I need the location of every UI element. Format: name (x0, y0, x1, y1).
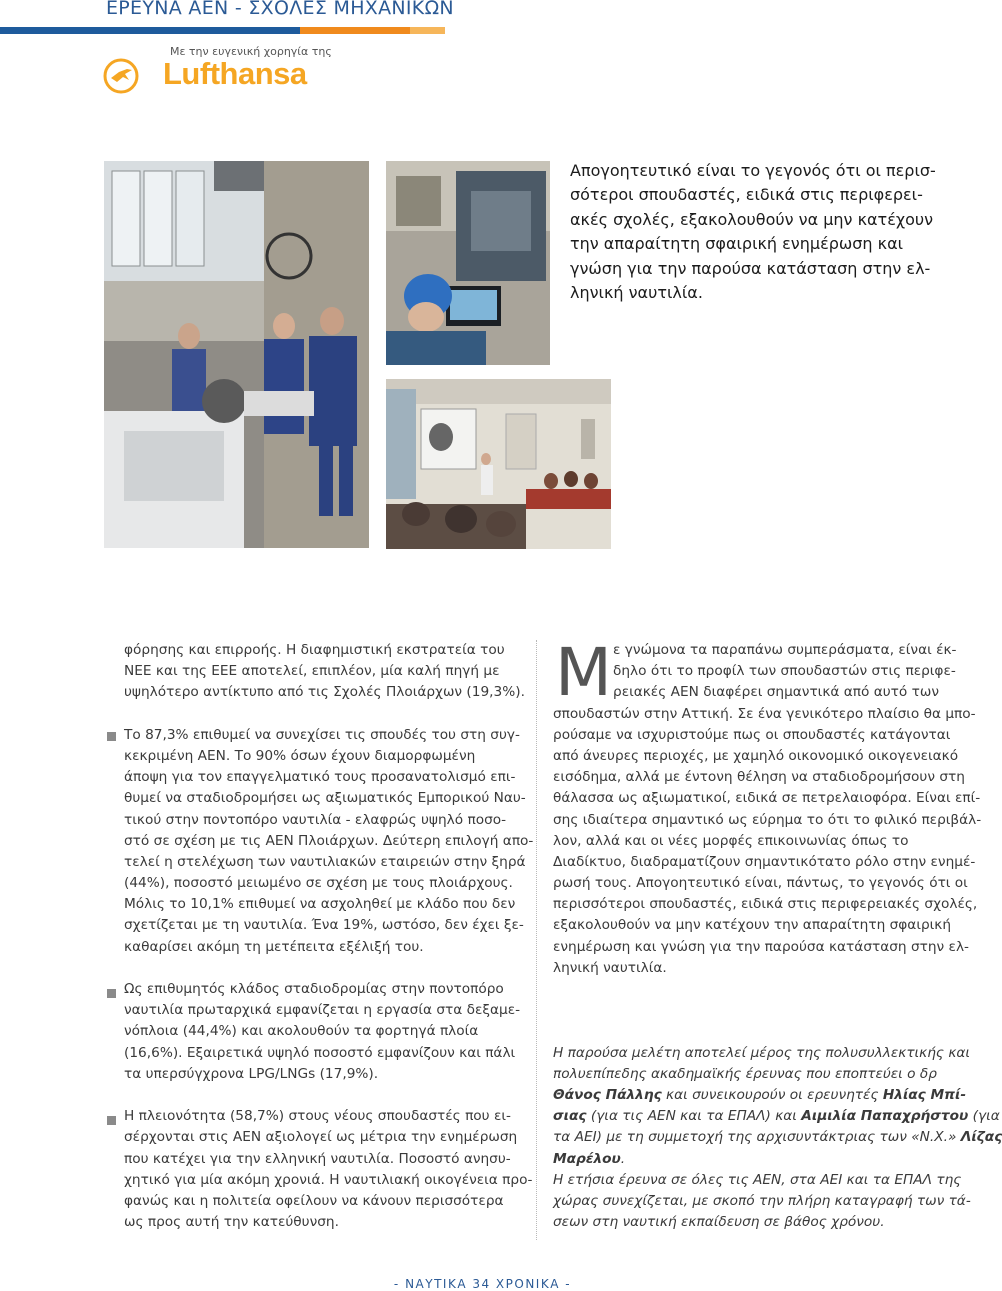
researcher-name: Ηλίας Μπί- (882, 1086, 967, 1103)
body-line: θάλασσα ως αξιωματικοί, ειδικά σε πετρελαιοφόρα. Είναι επί- (553, 790, 981, 807)
body-line: (16,6%). Εξαιρετικά υψηλό ποσοστό εμφανίζουν και πάλι (124, 1044, 516, 1061)
body-line: τελεί η στελέχωση των ναυτιλιακών εταιρειών στην ξηρά (124, 853, 526, 870)
body-line: άποψη για τον επαγγελματικό τους προσανατολισμό επι- (124, 769, 516, 786)
editor-name: Μαρέλου (553, 1150, 621, 1167)
sponsor-note: Με την ευγενική χορηγία της (170, 45, 332, 58)
lecture-room-photo (386, 379, 611, 549)
pull-quote-line: σότεροι σπουδαστές, ειδικά στις περιφερει- (570, 185, 923, 205)
left-column (124, 640, 534, 1233)
bullet-square (107, 1116, 116, 1125)
body-line: χητικό για μία ακόμη χρονιά. Η ναυτιλιακή οικογένεια προ- (124, 1171, 533, 1188)
body-line: δηλο ότι το προφίλ των σπουδαστών στις περιφε- (613, 663, 956, 680)
credits-line: πολυεπίπεδης ακαδημαϊκής έρευνας που εποπτεύει ο δρ (553, 1065, 937, 1082)
researcher-name: Θάνος Πάλλης (553, 1086, 662, 1103)
body-line: φανώς και η πολιτεία οφείλουν να κάνουν περισσότερα (124, 1192, 504, 1209)
credits-line: Η ετήσια έρευνα σε όλες τις ΑΕΝ, στα ΑΕΙ και τα ΕΠΑΛ της (553, 1171, 962, 1188)
body-line: ΝΕΕ και της ΕΕΕ αποτελεί, επιπλέον, μία καλή πηγή με (124, 663, 500, 680)
body-line: τικού στην ποντοπόρο ναυτιλία - ελαφρώς υψηλό ποσο- (124, 811, 507, 828)
body-line: σπουδαστών στην Αττική. Σε ένα γενικότερο πλαίσιο θα μπο- (553, 705, 976, 722)
body-line: νόπλοια (44,4%) και ακολουθούν τα φορτηγά πλοία (124, 1023, 479, 1040)
header-bar-blue (0, 27, 300, 34)
header-bar-light (410, 27, 445, 34)
credits-line: Μαρέλου. (553, 1150, 626, 1167)
researcher-name: Αιμιλία Παπαχρήστου (801, 1108, 969, 1125)
researcher-name: σιας (553, 1108, 587, 1125)
bullet-square (107, 732, 116, 741)
drop-cap: Μ (555, 634, 612, 711)
workshop-lathe-photo (104, 161, 369, 548)
body-line: ως προς αυτή την κατεύθυνση. (124, 1214, 339, 1231)
section-title: ΕΡΕΥΝΑ ΑΕΝ - ΣΧΟΛΕΣ ΜΗΧΑΝΙΚΩΝ (106, 0, 454, 19)
body-line: ενημέρωση και γνώση για την παρούσα κατάσταση στην ελ- (553, 938, 969, 955)
pull-quote-line: την απαραίτητη σφαιρική ενημέρωση και (570, 234, 904, 254)
body-line: Ως επιθυμητός κλάδος σταδιοδρομίας στην ποντοπόρο (124, 981, 504, 997)
header-bar-orange (300, 27, 410, 34)
body-line: κεκριμένη ΑΕΝ. Το 90% όσων έχουν διαμορφωμένη (124, 747, 476, 764)
body-line: ληνική ναυτιλία. (553, 959, 667, 976)
body-line: που κατέχει για την ελληνική ναυτιλία. Ποσοστό ανησυ- (124, 1150, 511, 1167)
lufthansa-crane-logo-icon (103, 58, 139, 94)
body-line: ναυτιλία πρωταρχικά εμφανίζεται η εργασία στα δεξαμε- (124, 1002, 521, 1019)
credits-line: σεων στη ναυτική εκπαίδευση σε βάθος χρόνου. (553, 1214, 885, 1231)
pull-quote-line: γνώση για την παρούσα κατάσταση στην ελ- (570, 258, 931, 278)
bullet-square (107, 989, 116, 998)
credits-line: χώρας συνεχίζεται, με σκοπό την πλήρη καταγραφή των τά- (553, 1192, 971, 1209)
body-line: τα υπερσύγχρονα LPG/LNGs (17,9%). (124, 1065, 379, 1082)
body-line: (44%), ποσοστό μειωμένο σε σχέση με τους πλοιάρχους. (124, 875, 513, 892)
pull-quote-line: Απογοητευτικό είναι το γεγονός ότι οι περισ- (570, 161, 936, 180)
body-line: σέρχονται στις ΑΕΝ αξιολογεί ως μέτρια την ενημέρωση (124, 1129, 518, 1146)
student-computer-photo (386, 161, 550, 365)
credits-line: Η παρούσα μελέτη αποτελεί μέρος της πολυσυλλεκτικής και (553, 1044, 971, 1061)
page-footer: - ΝΑΥΤΙΚΑ 34 ΧΡΟΝΙΚΑ - (393, 1277, 572, 1291)
body-line: φόρησης και επιρροής. Η διαφημιστική εκστρατεία του (124, 642, 505, 658)
pull-quote (570, 159, 965, 305)
editor-name: Λίζας (960, 1129, 1002, 1146)
body-line: περισσότεροι σπουδαστές, ειδικά στις περιφερειακές σχολές, (553, 896, 978, 913)
body-line: στό σε σχέση με τις ΑΕΝ Πλοιάρχων. Δεύτερη επιλογή απο- (124, 832, 534, 849)
body-line: Μόλις το 10,1% επιθυμεί να ασχοληθεί με κλάδο που δεν (124, 896, 516, 913)
column-divider (536, 640, 537, 1240)
body-line: ρούσαμε να ισχυριστούμε πως οι σπουδαστές κατάγονται (553, 726, 951, 743)
body-line: θυμεί να σταδιοδρομήσει ως αξιωματικός Εμπορικού Ναυ- (124, 790, 526, 807)
body-line: από άνευρες περιοχές, με χαμηλό οικονομικό οικογενειακό (553, 747, 959, 764)
credits-line: σιας (για τις ΑΕΝ και τα ΕΠΑΛ) και Αιμιλία Παπαχρήστου (για (553, 1108, 1000, 1125)
body-line: Η πλειονότητα (58,7%) στους νέους σπουδαστές που ει- (124, 1108, 511, 1125)
body-line: ε γνώμονα τα παραπάνω συμπεράσματα, είναι έκ- (613, 642, 957, 658)
credits-line: τα ΑΕΙ) με τη συμμετοχή της αρχισυντάκτριας των «Ν.Χ.» Λίζας (553, 1129, 1002, 1146)
body-line: σχετίζεται με τη ναυτιλία. Ένα 19%, ωστόσο, δεν έχει ξε- (124, 917, 524, 934)
credits-line: Θάνος Πάλλης και συνεικουρούν οι ερευνητές Ηλίας Μπί- (553, 1086, 967, 1103)
body-line: Το 87,3% επιθυμεί να συνεχίσει τις σπουδές του στη συγ- (124, 726, 520, 743)
body-line: καθαρίσει ακόμη τη μετέπειτα εξέλιξή του. (124, 938, 424, 955)
body-line: Διαδίκτυο, διαδραματίζουν σημαντικότατο ρόλο στην ενημέ- (553, 853, 976, 870)
body-line: υψηλότερο αντίκτυπο από τις Σχολές Πλοιάρχων (19,3%). (124, 684, 525, 701)
body-line: εξακολουθούν να μην κατέχουν την απαραίτητη σφαιρική (553, 917, 952, 934)
pull-quote-line: ακές σχολές, εξακολουθούν να μην κατέχουν (570, 209, 934, 229)
body-line: σης ιδιαίτερα σημαντικό ως εύρημα το ότι το φιλικό περιβάλ- (553, 811, 982, 828)
body-line: ρειακές ΑΕΝ διαφέρει σημαντικά από αυτό των (613, 684, 940, 701)
sponsor-logo-text: Lufthansa (163, 56, 307, 91)
body-line: λον, αλλά και οι νέες μορφές επικοινωνίας όπως το (553, 832, 909, 849)
body-line: εισόδημα, αλλά με έντονη θέληση να σταδιοδρομήσουν στη (553, 769, 965, 786)
pull-quote-line: ληνική ναυτιλία. (570, 283, 703, 303)
right-column (553, 634, 1002, 1233)
body-line: ρωσή τους. Απογοητευτικό είναι, πάντως, το γεγονός ότι οι (553, 875, 968, 892)
